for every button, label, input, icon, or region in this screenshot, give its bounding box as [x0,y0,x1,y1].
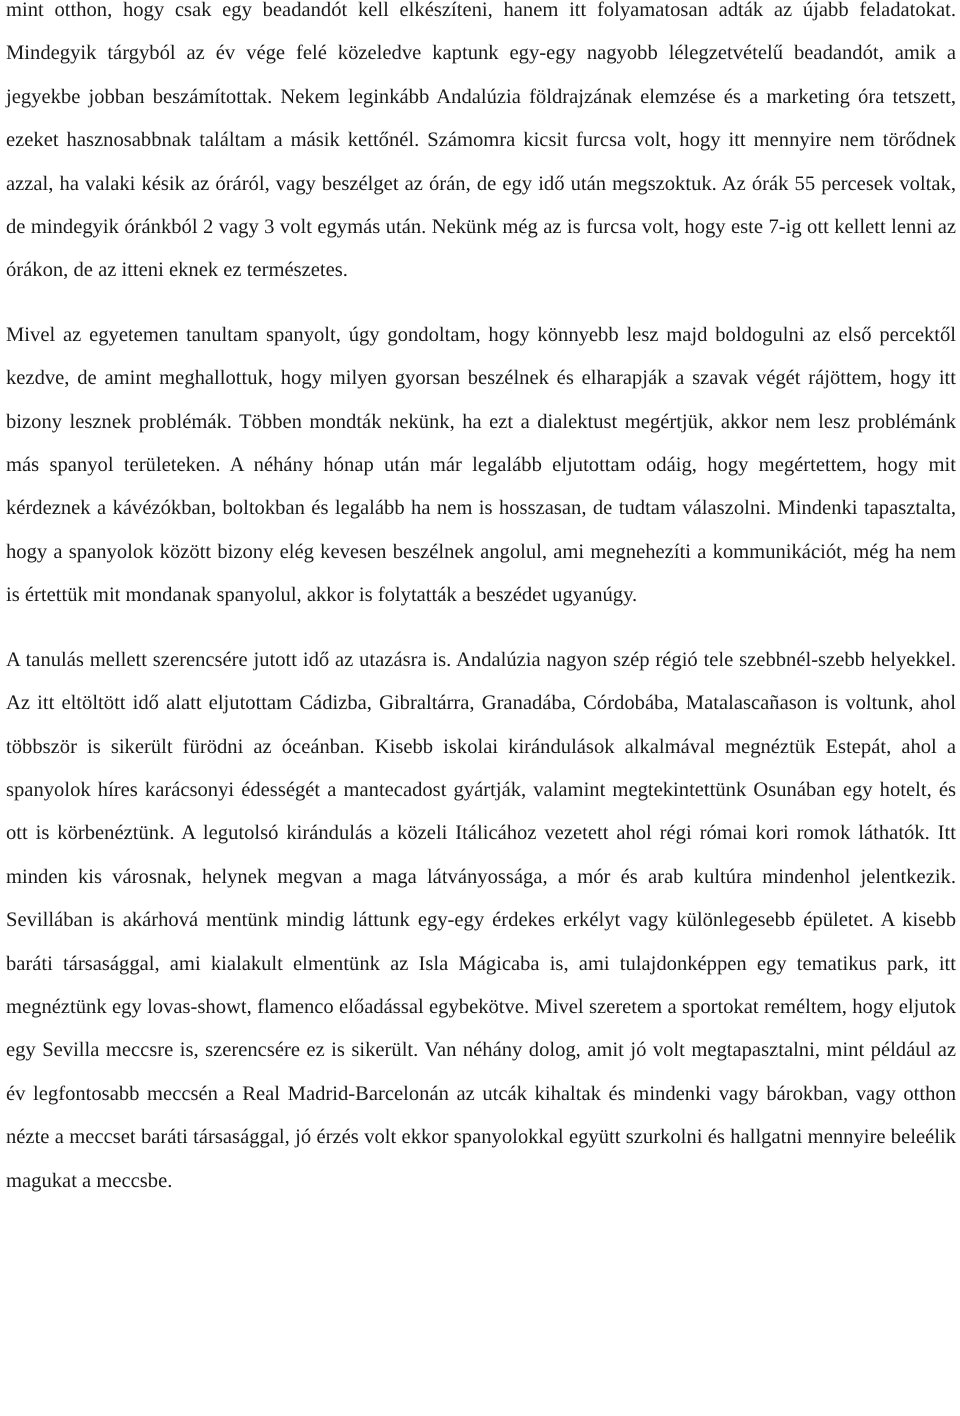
paragraph-language: Mivel az egyetemen tanultam spanyolt, úgy gondoltam, hogy könnyebb lesz majd boldogulni az első percektől kezdve, de amint meghallottuk, hogy milyen gyorsan beszélnek és elharapják a szavak végét rájöttem, hogy itt bizony lesznek problémák. Többen mondták nekünk, ha ezt a dialektust megértjük, akkor nem lesz problémánk más spanyol területeken. A néhány hónap után már legalább eljutottam odáig, hogy megértettem, hogy mit kérdeznek a kávézókban, boltokban és legalább ha nem is hosszasan, de tudtam válaszolni. Mindenki tapasztalta, hogy a spanyolok között bizony elég kevesen beszélnek angolul, ami megnehezíti a kommunikációt, még ha nem is értettük mit mondanak spanyolul, akkor is folytatták a beszédet ugyanúgy. [6,323,956,607]
paragraph-spacer [6,618,956,639]
paragraph-spacer [6,293,956,314]
paragraph-studies: mint otthon, hogy csak egy beadandót kell elkészíteni, hanem itt folyamatosan adták az újabb feladatokat. Mindegyik tárgyból az év vége felé közeledve kaptunk egy-egy nagyobb lélegzetvételű beadandót, amik a jegyekbe jobban beszámítottak. Nekem leginkább Andalúzia földrajzának elemzése és a marketing óra tetszett, ezeket hasznosabbnak találtam a másik kettőnél. Számomra kicsit furcsa volt, hogy itt mennyire nem törődnek azzal, ha valaki késik az óráról, vagy beszélget az órán, de egy idő után megszoktuk. Az órák 55 percesek voltak, de mindegyik óránkból 2 vagy 3 volt egymás után. Nekünk még az is furcsa volt, hogy este 7-ig ott kellett lenni az órákon, de az itteni eknek ez természetes. [6,0,956,282]
paragraph-travel: A tanulás mellett szerencsére jutott idő az utazásra is. Andalúzia nagyon szép régió tele szebbnél-szebb helyekkel. Az itt eltöltött idő alatt eljutottam Cádizba, Gibraltárra, Granadába, Córdobába, Matalascañason is voltunk, ahol többször is sikerült fürödni az óceánban. Kisebb iskolai kirándulások alkalmával megnéztük Estepát, ahol a spanyolok híres karácsonyi édességét a mantecadost gyártják, valamint megtekintettünk Osunában egy hotelt, és ott is körbenéztünk. A legutolsó kirándulás a közeli Itálicához vezetett ahol régi római kori romok láthatók. Itt minden kis városnak, helynek megvan a maga látványossága, a mór és arab kultúra mindenhol jelentkezik. Sevillában is akárhová mentünk mindig láttunk egy-egy érdekes erkélyt vagy különlegesebb épületet. A kisebb baráti társasággal, ami kialakult elmentünk az Isla Mágicaba is, ami tulajdonképpen egy tematikus park, itt megnéztünk egy lovas-showt, flamenco előadással egybekötve. Mivel szeretem a sportokat reméltem, hogy eljutok egy Sevilla meccsre is, szerencsére ez is sikerült. Van néhány dolog, amit jó volt megtapasztalni, mint például az év legfontosabb meccsén a Real Madrid-Barcelonán az utcák kihaltak és mindenki vagy bárokban, vagy otthon nézte a meccset baráti társasággal, jó érzés volt ekkor spanyolokkal együtt szurkolni és hallgatni mennyire beleélik magukat a meccsbe. [6,648,956,1192]
